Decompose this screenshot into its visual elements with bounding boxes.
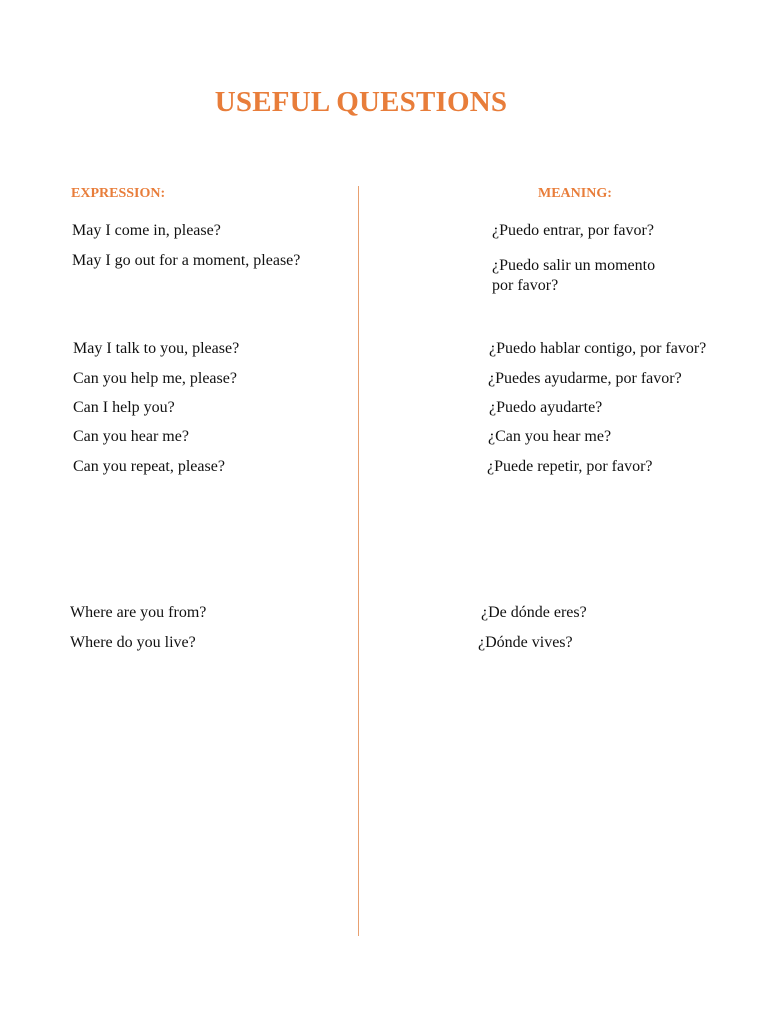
expression-hear-me: Can you hear me? xyxy=(73,428,189,445)
meaning-go-out-line2: por favor? xyxy=(492,277,559,294)
meaning-come-in: ¿Puedo entrar, por favor? xyxy=(492,222,654,239)
expression-help-you: Can I help you? xyxy=(73,399,175,416)
meaning-where-live: ¿Dónde vives? xyxy=(478,634,573,651)
meaning-where-from: ¿De dónde eres? xyxy=(481,604,587,621)
expression-where-from: Where are you from? xyxy=(70,604,207,621)
expression-column-header: EXPRESSION: xyxy=(71,186,166,201)
column-divider xyxy=(358,186,359,936)
meaning-repeat: ¿Puede repetir, por favor? xyxy=(487,458,653,475)
expression-go-out: May I go out for a moment, please? xyxy=(72,252,301,269)
expression-where-live: Where do you live? xyxy=(70,634,196,651)
expression-come-in: May I come in, please? xyxy=(72,222,221,239)
meaning-talk-to-you: ¿Puedo hablar contigo, por favor? xyxy=(489,340,707,357)
meaning-help-me: ¿Puedes ayudarme, por favor? xyxy=(488,370,682,387)
meaning-help-you: ¿Puedo ayudarte? xyxy=(489,399,603,416)
page-title: USEFUL QUESTIONS xyxy=(214,86,508,118)
expression-help-me: Can you help me, please? xyxy=(73,370,237,387)
expression-talk-to-you: May I talk to you, please? xyxy=(73,340,240,357)
meaning-hear-me: ¿Can you hear me? xyxy=(488,428,612,445)
meaning-column-header: MEANING: xyxy=(538,186,612,201)
meaning-go-out-line1: ¿Puedo salir un momento xyxy=(492,257,656,274)
expression-repeat: Can you repeat, please? xyxy=(73,458,225,475)
